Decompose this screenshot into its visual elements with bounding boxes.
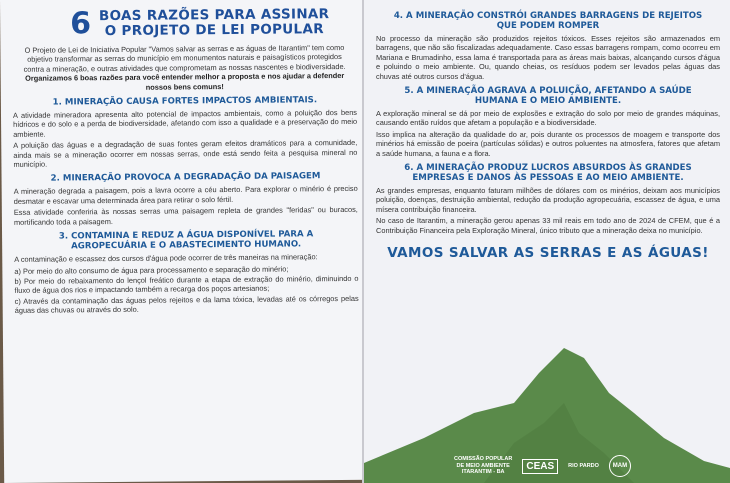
- org-logo: [454, 456, 512, 476]
- section-1-heading: 1. MINERAÇÃO CAUSA FORTES IMPACTOS AMBIENTAIS.: [52, 95, 318, 108]
- title-text: [99, 7, 330, 39]
- section-1-paragraph-2: A poluição das águas e a degradação de suas fontes geram efeitos dramáticos para a comunidade, ainda mais se a mineração ocorrer em nossas serras, onde está sendo feita a pesquisa mineral no município.: [13, 138, 358, 169]
- section-1-paragraph-1: A atividade mineradora apresenta alto potencial de impactos ambientais, como a poluição dos bens hídricos e do solo e a perda de biodiversidade, afetando com isso a qualidade e a preservação do meio ambiente.: [12, 107, 358, 139]
- intro-paragraph: [16, 43, 352, 93]
- section-6-heading: 6. A MINERAÇÃO PRODUZ LUCROS ABSURDOS ÀS GRANDES EMPRESAS E DANOS ÀS PESSOAS E AO MEIO AMBIENTE.: [404, 163, 692, 184]
- section-3-heading: 3. CONTAMINA E REDUZ A ÁGUA DISPONÍVEL PARA A AGROPECUÁRIA E O ABASTECIMENTO HUMANO.: [58, 229, 314, 252]
- mam-logo: MAM: [609, 455, 631, 477]
- section-4-heading: 4. A MINERAÇÃO CONSTRÓI GRANDES BARRAGENS DE REJEITOS QUE PODEM ROMPER: [393, 11, 703, 31]
- section-4-paragraph-1: No processo da mineração são produzidos rejeitos tóxicos. Esses rejeitos são armazenados em barragens, que não são fiscalizadas adequadamente. Caso essas barragens rompam, como ocorreu em Mariana e Brumadinho, essa lama é transportada para as áreas mais baixas, alcançando cursos d'água e poluindo o meio ambiente. Ou, quando cheias, os resíduos podem ser levados pelas águas das chuvas até outros cursos d'água.: [376, 34, 720, 81]
- ceas-logo: CEAS: [522, 459, 558, 474]
- intro-bold-text: Organizamos 6 boas razões para você entender melhor a proposta e nos ajudar a defender nossos bens comuns!: [25, 71, 345, 92]
- section-3-item-a: a) Por meio do alto consumo de água para processamento e separação do minério;: [14, 263, 289, 276]
- section-6-paragraph-2: No caso de Itarantim, a mineração gerou apenas 33 mil reais em todo ano de 2024 de CFEM, que é a Contribuição Financeira pela Exploração Mineral, único tributo que a mineração deixa no município.: [376, 216, 720, 235]
- section-3-item-b: b) Por meio do rebaixamento do lençol freático durante a etapa de extração do minério, diminuindo o fluxo de água dos rios e impactando também a recarga dos poços artesianos;: [14, 273, 359, 296]
- rio-pardo-logo: RIO PARDO: [568, 462, 599, 469]
- title-number: 6: [70, 6, 92, 42]
- section-2-heading: 2. MINERAÇÃO PROVOCA A DEGRADAÇÃO DA PAISAGEM: [50, 171, 321, 185]
- org-name-line-2: DE MEIO AMBIENTE: [456, 462, 510, 469]
- section-6-paragraph-1: As grandes empresas, enquanto faturam milhões de dólares com os minérios, deixam aos municípios poluição, doenças, destruição ambiental, redução da produção agropecuária, escassez de água, e uma mísera contribuição financeira.: [376, 186, 720, 214]
- org-name-line-1: COMISSÃO POPULAR: [454, 456, 513, 463]
- section-5-paragraph-1: A exploração mineral se dá por meio de explosões e extração do solo por meio de grandes máquinas, causando então ruídos que afetam a população e a biodiversidade.: [376, 109, 720, 128]
- section-2-paragraph-2: Essa atividade conferiria às nossas serras uma paisagem repleta de grandes "feridas" ou buracos, mortificando toda a paisagem.: [13, 205, 358, 227]
- title-line-1: BOAS RAZÕES PARA ASSINAR: [98, 6, 330, 25]
- section-5-paragraph-2: Isso implica na alteração da qualidade do ar, pois durante os processos de moagem e transporte dos minérios há emissão de poeira (partículas sólidas) e outros poluentes na atmosfera, fatores que afetam a saúde humana, a fauna e a flora.: [376, 129, 720, 158]
- section-3-paragraph-1: A contaminação e escassez dos cursos d'água pode ocorrer de três maneiras na mineração:: [14, 252, 318, 264]
- section-5-heading: 5. A MINERAÇÃO AGRAVA A POLUIÇÃO, AFETANDO A SAÚDE HUMANA E O MEIO AMBIENTE.: [404, 86, 692, 107]
- right-page: [364, 0, 730, 483]
- section-2-paragraph-1: A mineração degrada a paisagem, pois a lavra ocorre a céu aberto. Para explorar o minério é preciso desmatar e escavar uma determinada área para retirar o solo fértil.: [13, 184, 358, 206]
- slogan: VAMOS SALVAR AS SERRAS E AS ÁGUAS!: [387, 245, 709, 262]
- org-name-line-3: ITARANTIM - BA: [461, 469, 505, 476]
- section-3-item-c: c) Através da contaminação das águas pelos rejeitos e da lama tóxica, levadas até os córregos pelas águas das chuvas ou através do solo.: [14, 293, 359, 316]
- intro-text: O Projeto de Lei de Iniciativa Popular "Vamos salvar as serras e as águas de Itarantim" tem como objetivo transformar as serras do município em monumentos naturais e paisagísticos protegidos contra a mineração, e outras atividades que comprometam as nossas nascentes e biodiversidade.: [23, 42, 346, 74]
- footer-logos: [454, 455, 631, 477]
- title-line-2: O PROJETO DE LEI POPULAR: [104, 21, 324, 40]
- document-title: [70, 7, 358, 40]
